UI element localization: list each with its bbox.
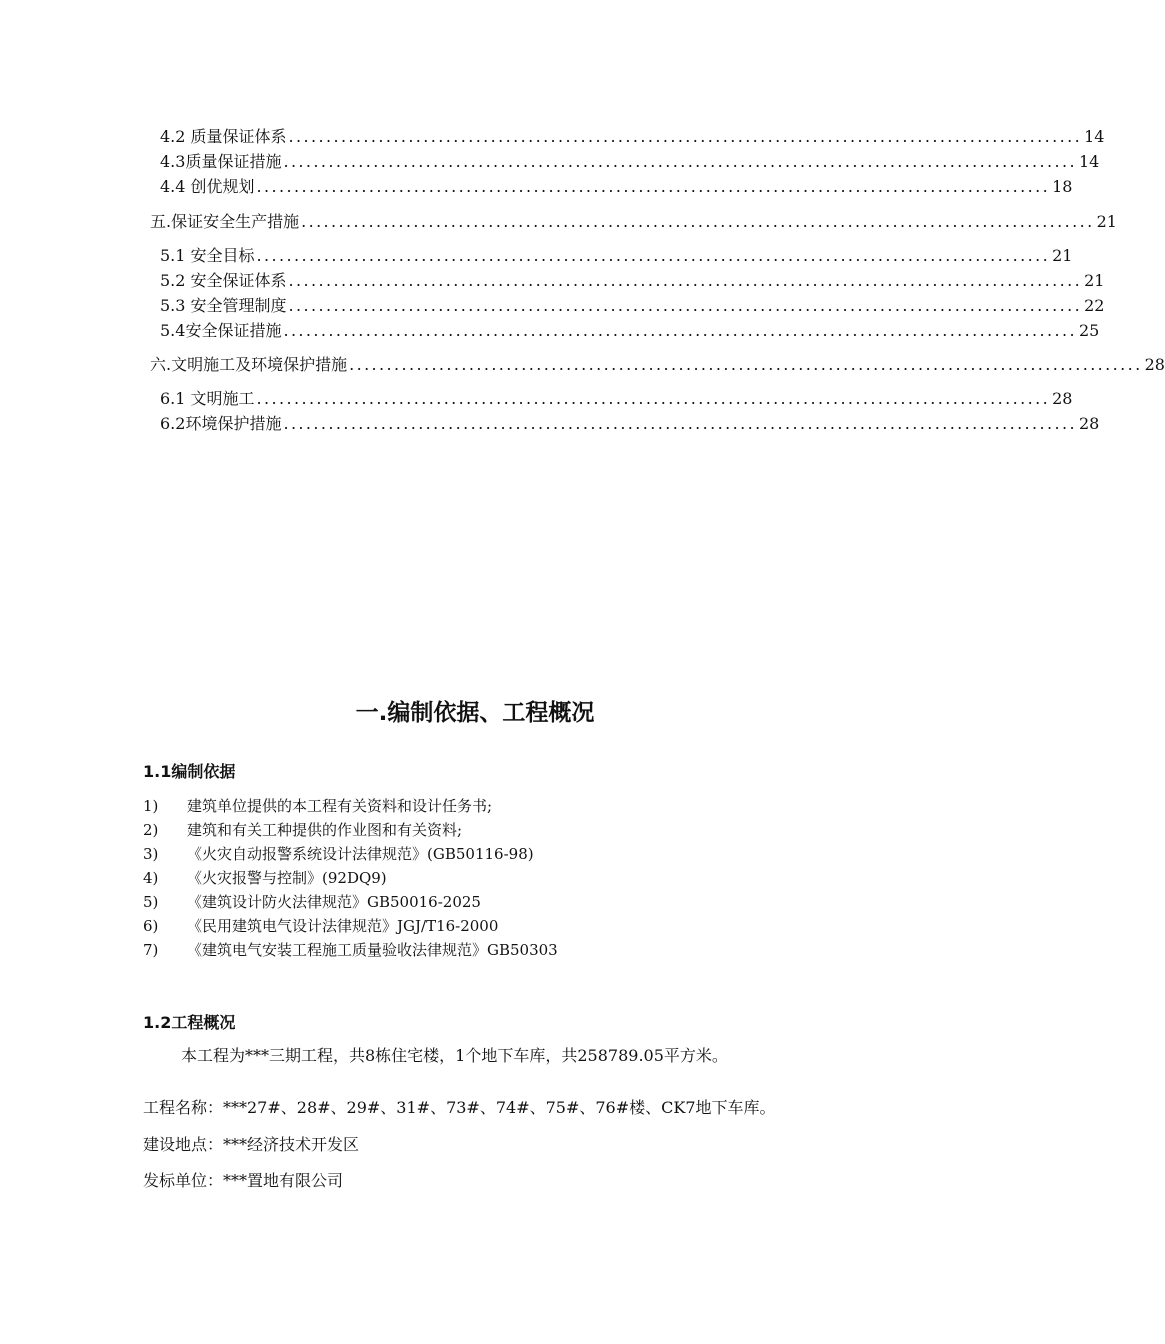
overview-paragraph: 本工程为***三期工程，共8栋住宅楼，1个地下车库，共258789.05平方米。 (181, 1046, 728, 1065)
toc-label: 4.3质量保证措施 (160, 152, 282, 171)
reference-item (143, 820, 462, 840)
toc-leader-dots: .......................................................................................................... (283, 414, 1077, 433)
toc-page-number: 21 (1084, 271, 1105, 290)
toc-label: 5.3 安全管理制度 (160, 296, 287, 315)
reference-text: 《火灾报警与控制》(92DQ9) (187, 869, 387, 887)
reference-text: 建筑和有关工种提供的作业图和有关资料; (187, 821, 463, 839)
section-title: 一.编制依据、工程概况 (355, 700, 595, 726)
toc-label: 六.文明施工及环境保护措施 (150, 355, 348, 374)
reference-item (143, 844, 534, 864)
toc-entry[interactable] (160, 246, 1073, 266)
toc-page-number: 14 (1084, 127, 1105, 146)
toc-leader-dots: .......................................................................................................... (288, 296, 1083, 315)
toc-entry[interactable] (150, 355, 1165, 375)
toc-page-number: 18 (1052, 177, 1073, 196)
toc-label: 6.1 文明施工 (160, 389, 255, 408)
reference-number: 1) (143, 797, 159, 815)
toc-entry[interactable] (160, 152, 1100, 172)
toc-page-number: 14 (1078, 152, 1100, 171)
toc-leader-dots: .......................................................................................................... (283, 152, 1077, 171)
reference-text: 建筑单位提供的本工程有关资料和设计任务书; (187, 797, 493, 815)
toc-entry[interactable] (160, 389, 1073, 409)
reference-text: 《火灾自动报警系统设计法律规范》(GB50116-98) (187, 845, 534, 863)
toc-entry[interactable] (150, 212, 1117, 232)
toc-label: 6.2环境保护措施 (160, 414, 282, 433)
toc-page-number: 21 (1052, 246, 1073, 265)
toc-label: 五.保证安全生产措施 (150, 212, 300, 231)
toc-entry[interactable] (160, 414, 1100, 434)
toc-leader-dots: .......................................................................................................... (256, 177, 1051, 196)
toc-leader-dots: .......................................................................................................... (288, 127, 1083, 146)
toc-leader-dots: .......................................................................................................... (256, 389, 1051, 408)
toc-label: 5.2 安全保证体系 (160, 271, 287, 290)
project-name: 工程名称：***27#、28#、29#、31#、73#、74#、75#、76#楼、CK7地下车库。 (143, 1098, 776, 1117)
reference-text: 《民用建筑电气设计法律规范》JGJ/T16-2000 (187, 917, 499, 935)
toc-leader-dots: .......................................................................................................... (283, 321, 1077, 340)
reference-number: 6) (143, 917, 159, 935)
reference-number: 2) (143, 821, 159, 839)
reference-item (143, 916, 498, 936)
toc-label: 4.4 创优规划 (160, 177, 255, 196)
toc-leader-dots: .......................................................................................................... (288, 271, 1083, 290)
toc-leader-dots: .......................................................................................................... (301, 212, 1095, 231)
reference-item (143, 796, 492, 816)
toc-page-number: 22 (1084, 296, 1105, 315)
reference-text: 《建筑设计防火法律规范》GB50016-2025 (187, 893, 481, 911)
toc-page-number: 28 (1078, 414, 1100, 433)
toc-page-number: 28 (1144, 355, 1165, 374)
toc-label: 4.2 质量保证体系 (160, 127, 287, 146)
toc-page-number: 21 (1096, 212, 1117, 231)
subsection-heading-overview: 1.2工程概况 (143, 1013, 236, 1032)
toc-entry[interactable] (160, 321, 1100, 341)
toc-entry[interactable] (160, 271, 1105, 291)
reference-number: 4) (143, 869, 159, 887)
toc-leader-dots: .......................................................................................................... (349, 355, 1143, 374)
bidding-unit: 发标单位：***置地有限公司 (143, 1171, 344, 1190)
toc-leader-dots: .......................................................................................................... (256, 246, 1051, 265)
reference-item (143, 940, 558, 960)
toc-page-number: 25 (1078, 321, 1100, 340)
reference-item (143, 868, 387, 888)
toc-entry[interactable] (160, 177, 1073, 197)
reference-number: 5) (143, 893, 159, 911)
reference-item (143, 892, 481, 912)
reference-number: 7) (143, 941, 159, 959)
toc-page-number: 28 (1052, 389, 1073, 408)
toc-label: 5.1 安全目标 (160, 246, 255, 265)
reference-text: 《建筑电气安装工程施工质量验收法律规范》GB50303 (187, 941, 558, 959)
toc-entry[interactable] (160, 296, 1105, 316)
reference-number: 3) (143, 845, 159, 863)
toc-label: 5.4安全保证措施 (160, 321, 282, 340)
construction-location: 建设地点：***经济技术开发区 (143, 1135, 360, 1154)
subsection-heading-basis: 1.1编制依据 (143, 762, 236, 781)
toc-entry[interactable] (160, 127, 1105, 147)
